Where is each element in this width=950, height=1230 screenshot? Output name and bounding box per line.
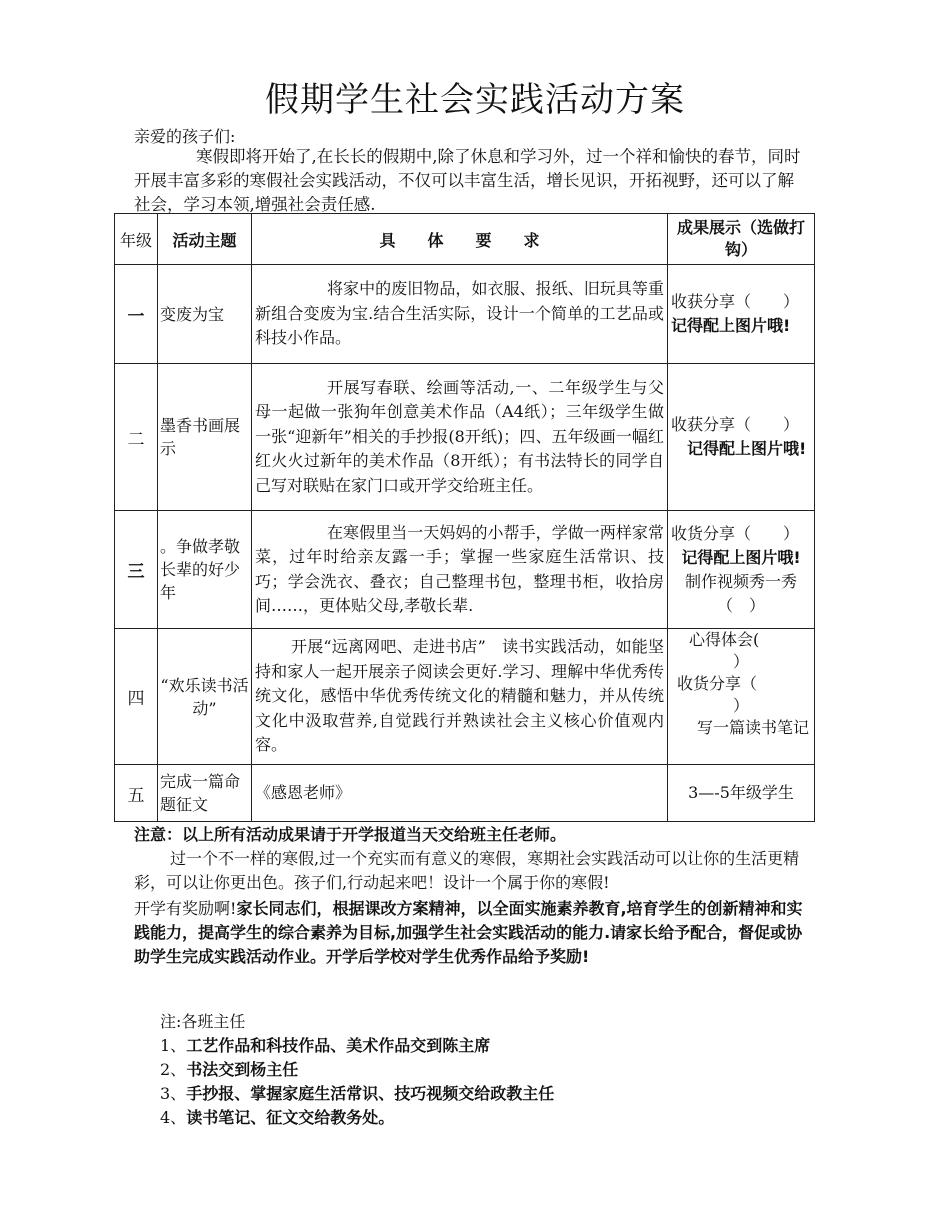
row-result bbox=[668, 364, 815, 511]
intro-paragraph: 寒假即将开始了,在长长的假期中,除了休息和学习外，过一个祥和愉快的春节，同时开展丰富多彩的寒假社会实践活动，不仅可以丰富生活，增长见识，开拓视野，还可以了解社会，学习本领,增强社会责任感. bbox=[134, 147, 801, 214]
item-text: 工艺作品和科技作品、美术作品交到陈主席 bbox=[186, 1036, 491, 1055]
row-theme: “欢乐读书活动” bbox=[158, 629, 252, 765]
row-result bbox=[668, 265, 815, 364]
table-row bbox=[115, 629, 815, 765]
item-text: 书法交到杨主任 bbox=[186, 1060, 299, 1079]
greeting: 亲爱的孩子们: bbox=[134, 127, 236, 146]
result-share: 收获分享（ ） bbox=[671, 415, 800, 434]
requirement-text: 开展写春联、绘画等活动,一、二年级学生与父母一起做一张狗年创意美术作品（A4纸）；三年级学生做一张“迎新年”相关的手抄报(8开纸)；四、五年级画一幅红红火火过新年的美术作品（8开纸）；有书法特长的同学自己写对联贴在家门口或开学交给班主任。 bbox=[255, 377, 664, 495]
row-grade: 五 bbox=[115, 765, 158, 822]
row-requirement: 《感恩老师》 bbox=[252, 765, 668, 822]
row-result bbox=[668, 629, 815, 765]
table-header-row bbox=[115, 214, 815, 265]
list-item bbox=[160, 1034, 554, 1058]
item-number: 3、 bbox=[160, 1084, 187, 1103]
header-grade: 年级 bbox=[115, 214, 158, 265]
requirement-text: 开展“远离网吧、走进书店” 读书实践活动，如能坚持和家人一起开展亲子阅读会更好.学习、理解中华优秀传统文化，感悟中华优秀传统文化的精髓和魅力，并从传统文化中汲取营养,自觉践行并熟读社会主义核心价值观内容。 bbox=[255, 637, 664, 755]
result-paren: ） bbox=[733, 696, 750, 715]
activity-table bbox=[114, 213, 815, 822]
result-share: 收货分享（ ） bbox=[671, 523, 800, 543]
row-requirement bbox=[252, 511, 668, 629]
row-result bbox=[668, 511, 815, 629]
header-theme: 活动主题 bbox=[158, 214, 252, 265]
notice bbox=[134, 822, 814, 845]
reward-text: 开学有奖励啊! bbox=[134, 899, 237, 918]
result-reminder: 记得配上图片哦! bbox=[687, 439, 807, 458]
row-requirement bbox=[252, 265, 668, 364]
table-row bbox=[115, 511, 815, 629]
item-text: 手抄报、掌握家庭生活常识、技巧视频交给政教主任 bbox=[186, 1084, 555, 1103]
result-paren: ） bbox=[733, 652, 750, 671]
row-result: 3—-5年级学生 bbox=[668, 765, 815, 822]
list-item bbox=[160, 1106, 554, 1130]
item-number: 4、 bbox=[160, 1108, 187, 1127]
row-theme: 完成一篇命题征文 bbox=[158, 765, 252, 822]
requirement-text: 将家中的废旧物品，如衣服、报纸、旧玩具等重新组合变废为宝.结合生活实际，设计一个简单的工艺品或科技小作品。 bbox=[255, 279, 664, 348]
row-theme: 。争做孝敬长辈的好少年 bbox=[158, 511, 252, 629]
requirement-text: 在寒假里当一天妈妈的小帮手，学做一两样家常菜，过年时给亲友露一手；掌握一些家庭生活常识、技巧；学会洗衣、叠衣；自己整理书包，整理书柜，收拾房间……，更体贴父母,孝敬长辈. bbox=[255, 522, 664, 615]
result-share: 收货分享（ bbox=[677, 674, 758, 693]
result-reminder: 记得配上图片哦! bbox=[681, 547, 801, 567]
result-reflection: 心得体会( bbox=[689, 630, 760, 649]
row-theme: 变废为宝 bbox=[158, 265, 252, 364]
table-row bbox=[115, 364, 815, 511]
row-grade: 一 bbox=[115, 265, 158, 364]
header-result: 成果展示（选做打钩） bbox=[668, 214, 815, 265]
assignment-heading: 注:各班主任 bbox=[160, 1012, 246, 1031]
result-reading-notes: 写一篇读书笔记 bbox=[697, 718, 810, 737]
item-number: 1、 bbox=[160, 1036, 187, 1055]
list-item bbox=[160, 1082, 554, 1106]
item-text: 读书笔记、征文交给教务处。 bbox=[186, 1108, 395, 1127]
result-share: 收获分享（ ） bbox=[671, 292, 800, 311]
parent-notice bbox=[134, 897, 810, 969]
table-row bbox=[115, 265, 815, 364]
closing-paragraph: 过一个不一样的寒假,过一个充实而有意义的寒假，寒期社会实践活动可以让你的生活更精彩，可以让你更出色。孩子们,行动起来吧！设计一个属于你的寒假! bbox=[134, 849, 800, 892]
item-number: 2、 bbox=[160, 1060, 187, 1079]
row-requirement bbox=[252, 364, 668, 511]
result-video: 制作视频秀一秀（ ） bbox=[684, 571, 797, 615]
parent-text: 家长同志们，根据课改方案精神，以全面实施素养教育,培育学生的创新精神和实践能力，提高学生的综合素养为目标,加强学生社会实践活动的能力.请家长给予配合，督促或协助学生完成实践活动作业。开学后学校对学生优秀作品给予奖励! bbox=[134, 899, 803, 966]
table-row bbox=[115, 765, 815, 822]
notice-text: 注意：以上所有活动成果请于开学报道当天交给班主任老师。 bbox=[134, 825, 567, 844]
result-reminder: 记得配上图片哦! bbox=[671, 316, 791, 335]
page-title: 假期学生社会实践活动方案 bbox=[265, 80, 685, 120]
row-requirement bbox=[252, 629, 668, 765]
assignment-list bbox=[160, 1010, 554, 1130]
row-grade: 三 bbox=[115, 511, 158, 629]
row-theme: 墨香书画展示 bbox=[158, 364, 252, 511]
row-grade: 二 bbox=[115, 364, 158, 511]
row-grade: 四 bbox=[115, 629, 158, 765]
header-requirement: 具 体 要 求 bbox=[252, 214, 668, 265]
list-item bbox=[160, 1058, 554, 1082]
